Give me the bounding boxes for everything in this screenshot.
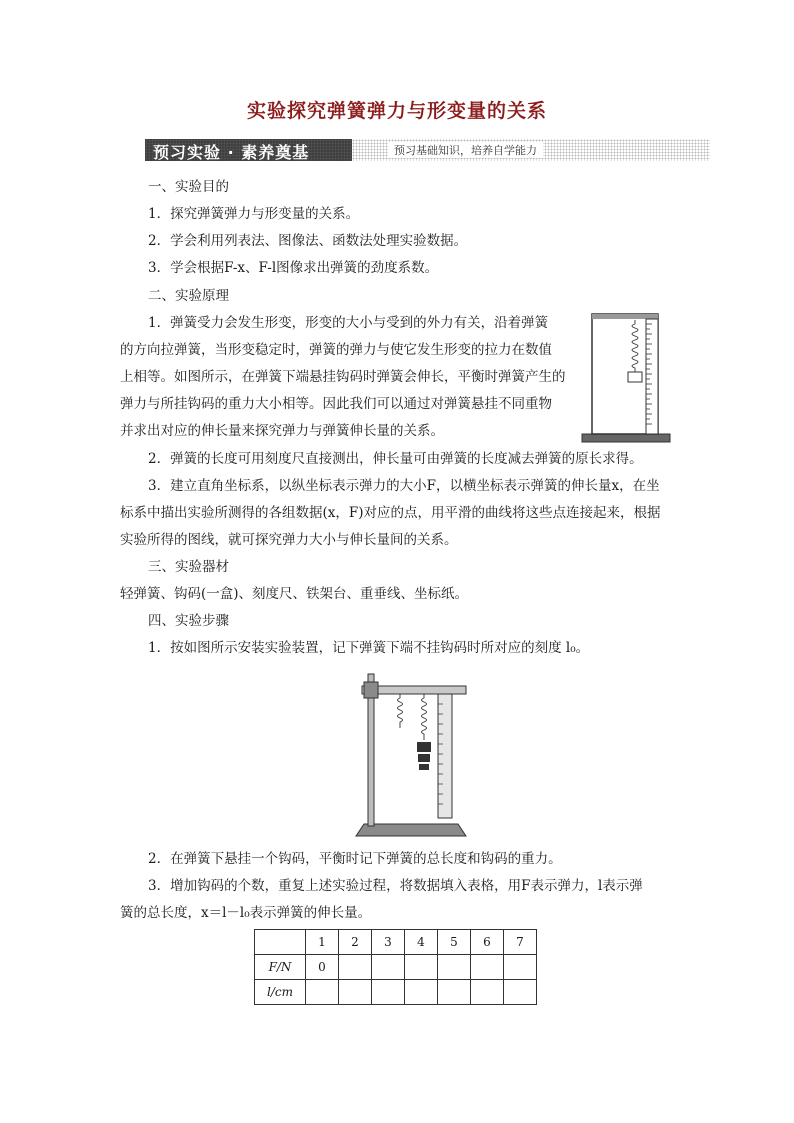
table-cell: 2 [339, 930, 372, 955]
text-line: 弹力与所挂钩码的重力大小相等。因此我们可以通过对弹簧悬挂不同重物 [120, 396, 552, 412]
text-line: 上相等。如图所示，在弹簧下端悬挂钩码时弹簧会伸长，平衡时弹簧产生的 [120, 369, 566, 385]
table-cell [405, 955, 438, 980]
table-cell [339, 955, 372, 980]
text-line: 1．探究弹簧弹力与形变量的关系。 [148, 206, 360, 222]
text-line: 3．增加钩码的个数，重复上述实验过程，将数据填入表格，用F表示弹力，l表示弹 [148, 878, 643, 894]
section-heading: 一、实验目的 [148, 179, 229, 195]
table-cell [438, 980, 471, 1005]
table-row [255, 955, 537, 980]
section-heading: 二、实验原理 [148, 288, 229, 304]
table-cell [255, 930, 306, 955]
table-cell [372, 955, 405, 980]
text-line: 的方向拉弹簧，当形变稳定时，弹簧的弹力与使它发生形变的拉力在数值 [120, 342, 552, 358]
spring-scale-figure [578, 310, 674, 444]
table-row [255, 980, 537, 1005]
table-cell [504, 980, 537, 1005]
table-cell [372, 980, 405, 1005]
text-line: 2．在弹簧下悬挂一个钩码，平衡时记下弹簧的总长度和钩码的重力。 [148, 851, 562, 867]
banner-right-label: 预习基础知识，培养自学能力 [388, 142, 543, 158]
section-heading: 四、实验步骤 [148, 613, 229, 629]
page-title: 实验探究弹簧弹力与形变量的关系 [246, 100, 547, 122]
section-heading: 三、实验器材 [148, 559, 229, 575]
data-table [254, 929, 537, 1005]
table-cell [438, 955, 471, 980]
table-cell: 4 [405, 930, 438, 955]
text-line: 1．按如图所示安装实验装置，记下弹簧下端不挂钩码时所对应的刻度 l₀。 [148, 640, 590, 656]
table-cell: 3 [372, 930, 405, 955]
text-line: 2．学会利用列表法、图像法、函数法处理实验数据。 [148, 233, 468, 249]
table-cell: 7 [504, 930, 537, 955]
text-line: 实验所得的图线，就可探究弹力大小与伸长量间的关系。 [120, 532, 458, 548]
iron-stand-figure [350, 664, 472, 840]
table-cell: 5 [438, 930, 471, 955]
table-cell [471, 955, 504, 980]
table-cell [339, 980, 372, 1005]
table-cell [306, 980, 339, 1005]
text-line: 2．弹簧的长度可用刻度尺直接测出，伸长量可由弹簧的长度减去弹簧的原长求得。 [148, 451, 643, 467]
text-line: 标系中描出实验所测得的各组数据(x，F)对应的点，用平滑的曲线将这些点连接起来，根据 [120, 505, 661, 521]
table-cell [471, 980, 504, 1005]
table-cell [405, 980, 438, 1005]
text-line: 1．弹簧受力会发生形变，形变的大小与受到的外力有关，沿着弹簧 [148, 315, 549, 331]
table-cell: 1 [306, 930, 339, 955]
text-line: 3．建立直角坐标系，以纵坐标表示弹力的大小F，以横坐标表示弹簧的伸长量x，在坐 [148, 478, 660, 494]
table-header-row [255, 930, 537, 955]
table-cell [504, 955, 537, 980]
section-banner [145, 139, 710, 161]
row-label: l/cm [255, 980, 306, 1005]
text-line: 簧的总长度，x＝l－l₀表示弹簧的伸长量。 [120, 905, 372, 921]
table-cell: 0 [306, 955, 339, 980]
text-line: 3．学会根据F-x、F-l图像求出弹簧的劲度系数。 [148, 260, 439, 276]
row-label: F/N [255, 955, 306, 980]
text-line: 轻弹簧、钩码(一盒)、刻度尺、铁架台、重垂线、坐标纸。 [120, 586, 469, 602]
text-line: 并求出对应的伸长量来探究弹力与弹簧伸长量的关系。 [120, 423, 444, 439]
table-cell: 6 [471, 930, 504, 955]
banner-left-label: 预习实验 · 素养奠基 [153, 143, 310, 162]
